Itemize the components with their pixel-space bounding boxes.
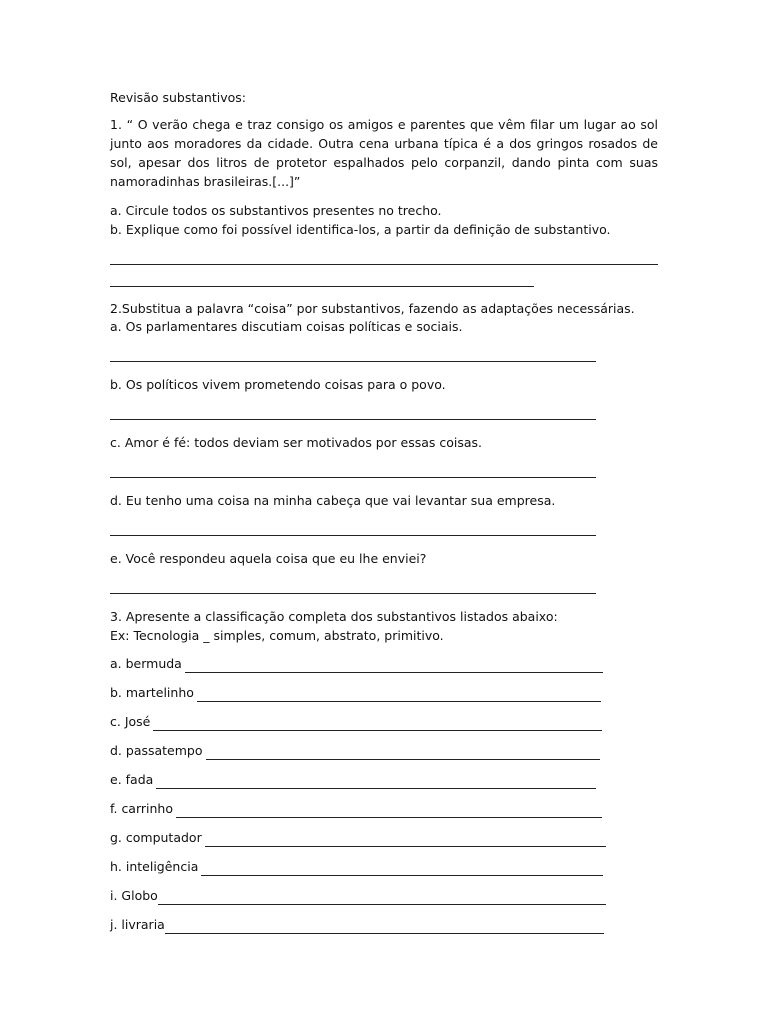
item-label: a. bermuda [110, 656, 182, 671]
answer-line[interactable] [156, 774, 596, 789]
answer-line[interactable] [205, 832, 606, 847]
question-1-text: 1. “ O verão chega e traz consigo os amigos e parentes que vêm filar um lugar ao sol junto aos moradores da cidade. Outra cena urbana típica é a dos gringos rosados de sol, apesar dos litros de protetor espalhados pelo corpanzil, dando pinta com suas namoradinhas brasileiras.[...]” [110, 117, 658, 189]
answer-line[interactable] [165, 919, 604, 934]
item-label: j. livraria [110, 917, 165, 932]
item-label: f. carrinho [110, 801, 173, 816]
list-item [110, 654, 603, 673]
question-2b: b. Os políticos vivem prometendo coisas para o povo. [110, 377, 446, 392]
question-2d: d. Eu tenho uma coisa na minha cabeça que vai levantar sua empresa. [110, 493, 556, 508]
answer-line[interactable] [176, 803, 602, 818]
item-label: e. fada [110, 772, 154, 787]
question-2-heading: 2.Substitua a palavra “coisa” por substantivos, fazendo as adaptações necessárias. [110, 301, 635, 316]
page-title: Revisão substantivos: [110, 90, 246, 105]
item-label: g. computador [110, 830, 202, 845]
item-label: c. José [110, 714, 151, 729]
question-3-example: Ex: Tecnologia _ simples, comum, abstrato, primitivo. [110, 628, 444, 643]
answer-line[interactable] [110, 361, 596, 362]
answer-line[interactable] [206, 745, 600, 760]
list-item [110, 857, 603, 876]
item-label: i. Globo [110, 888, 158, 903]
answer-line[interactable] [197, 687, 601, 702]
question-3-heading: 3. Apresente a classificação completa dos substantivos listados abaixo: [110, 609, 558, 624]
answer-line[interactable] [201, 861, 603, 876]
answer-line[interactable] [110, 535, 596, 536]
question-1b: b. Explique como foi possível identifica-los, a partir da definição de substantivo. [110, 222, 611, 237]
item-label: h. inteligência [110, 859, 199, 874]
list-item [110, 683, 601, 702]
list-item [110, 799, 602, 818]
list-item [110, 886, 606, 905]
answer-line[interactable] [185, 658, 603, 673]
list-item [110, 770, 596, 789]
item-label: b. martelinho [110, 685, 194, 700]
question-2e: e. Você respondeu aquela coisa que eu lhe enviei? [110, 551, 427, 566]
answer-line[interactable] [110, 477, 596, 478]
question-1a: a. Circule todos os substantivos presentes no trecho. [110, 203, 442, 218]
item-label: d. passatempo [110, 743, 203, 758]
list-item [110, 828, 606, 847]
question-2c: c. Amor é fé: todos deviam ser motivados por essas coisas. [110, 435, 483, 450]
list-item [110, 915, 604, 934]
answer-line[interactable] [110, 593, 596, 594]
answer-line[interactable] [158, 890, 606, 905]
answer-line[interactable] [110, 264, 658, 265]
list-item [110, 741, 600, 760]
answer-line[interactable] [110, 286, 534, 287]
answer-line[interactable] [110, 419, 596, 420]
answer-line[interactable] [153, 716, 602, 731]
question-2a: a. Os parlamentares discutiam coisas políticas e sociais. [110, 319, 463, 334]
list-item [110, 712, 602, 731]
